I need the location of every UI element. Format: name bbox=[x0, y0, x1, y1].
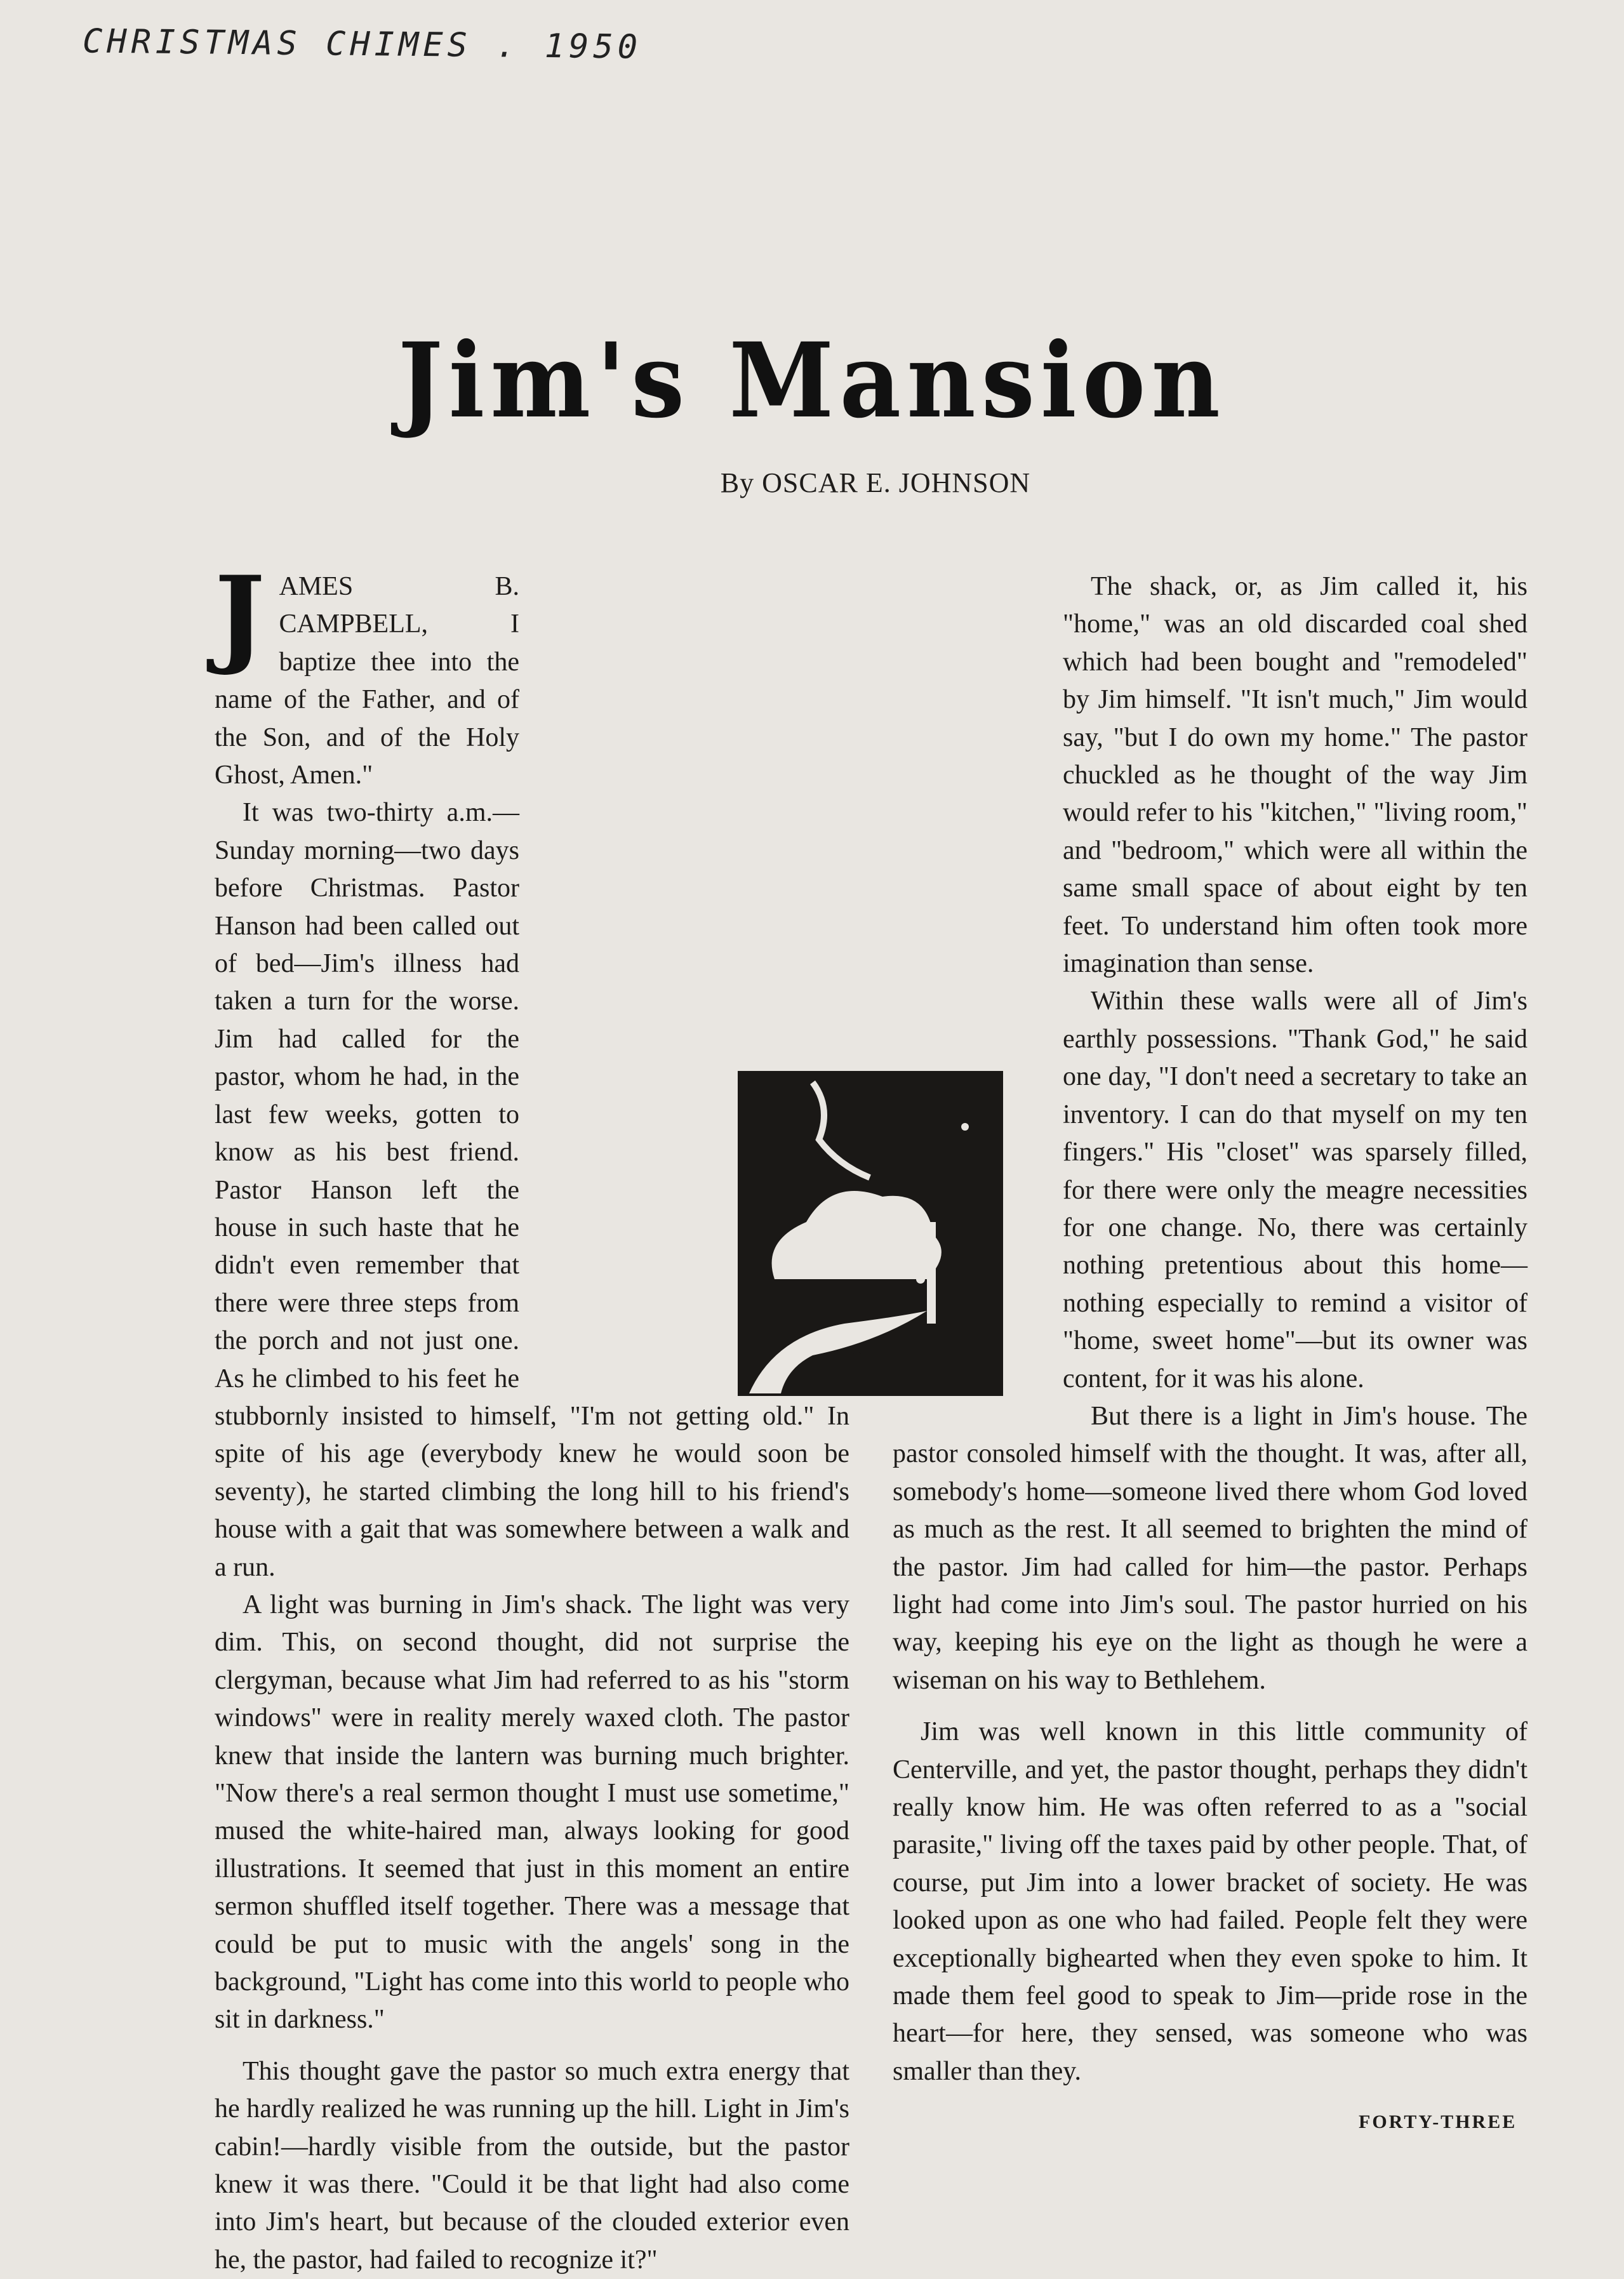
paragraph: This thought gave the pastor so much extra energy that he hardly realized he was running up the hill. Light in Jim's cabin!—hardly visible from the outside, but the pastor knew it was there. "Could it be that light had also come into Jim's heart, but because of the clouded exterior even he, the pastor, had failed to recognize it?" bbox=[215, 2056, 849, 2275]
drop-cap: J bbox=[215, 552, 265, 678]
woodcut-illustration bbox=[736, 1070, 1004, 1397]
star-light bbox=[961, 1123, 969, 1131]
handwritten-note: CHRISTMAS CHIMES . 1950 bbox=[82, 22, 642, 67]
paragraph: A light was burning in Jim's shack. The light was very dim. This, on second thought, did not surprise the clergyman, because what Jim had referred to as his "storm windows" were in reality merely waxed cloth. The pastor knew that inside the lantern was burning much brighter. "Now there's a real sermon thought I must use sometime," mused the white-haired man, always looking for good illustrations. It seemed that just in this moment an entire sermon shuffled itself together. There was a message that could be put to music with the angels' song in the background, "Light has come into this world to people who sit in darkness." bbox=[215, 1590, 849, 2035]
tree-trunk bbox=[927, 1222, 936, 1324]
paragraph: The shack, or, as Jim called it, his "home," was an old discarded coal shed which had been bought and "remodeled" by Jim himself. "It isn't much," Jim would say, "but I do own my home." The pastor chuckled as he thought of the way Jim would refer to his "kitchen," "living room," and "bedroom," which were all within the same small space of about eight by ten feet. To understand him often took more imagination than sense. bbox=[1063, 572, 1527, 979]
opening-text: AMES B. CAMPBELL, I baptize thee into the name of the Father, and of the Son, and of the Holy Ghost, Amen." bbox=[215, 572, 519, 790]
paragraph: Jim was well known in this little community of Centerville, and yet, the pastor thought, perhaps they didn't really know him. He was often referred to as a "social parasite," living off the taxes paid by other people. That, of course, put Jim into a lower bracket of society. He was looked upon as one who had failed. People felt they were exceptionally bighearted when they even spoke to him. It made them feel good to speak to Jim—pride rose in the heart—for here, they sensed, was someone who was smaller than they. bbox=[893, 1717, 1527, 2086]
page-number: FORTY-THREE bbox=[1359, 2111, 1517, 2132]
paragraph: Within these walls were all of Jim's earthly possessions. "Thank God," he said one day, "I don't need a secretary to take an inventory. I can do that myself on my ten fingers." His "closet" was sparsely filled, for there were only the meagre necessities for one change. No, there was certainly nothing pretentious about this home—nothing especially to remind a visitor of "home, sweet home"—but its owner was content, for it was his alone. bbox=[1063, 987, 1527, 1393]
left-column bbox=[215, 552, 849, 2279]
paragraph bbox=[215, 552, 849, 794]
byline: By OSCAR E. JOHNSON bbox=[720, 467, 1031, 498]
lamp-dot bbox=[853, 1352, 861, 1359]
window-light bbox=[916, 1275, 925, 1284]
article-title: Jim's Mansion bbox=[397, 321, 1227, 441]
paragraph: But there is a light in Jim's house. The pastor consoled himself with the thought. It was, after all, somebody's home—someone lived there whom God loved as much as the rest. It all seemed to brighten the mind of the pastor. Jim had called for him—the pastor. Perhaps light had come into Jim's soul. The pastor hurried on his way, keeping his eye on the light as though he were a wiseman on his way to Bethlehem. bbox=[893, 1401, 1527, 1695]
paragraph: It was two-thirty a.m.—Sunday morning—two days before Christmas. Pastor Hanson had been called out of bed—Jim's illness had taken a turn for the worse. Jim had called for the pastor, whom he had, in the last few weeks, gotten to know as his best friend. Pastor Hanson left the house in such haste that he didn't even remember that there were three steps from the porch and not just one. As he climbed to his feet he stubbornly insisted to himself, "I'm not getting old." In spite of his age (everybody knew he would soon be seventy), he started climbing the long hill to his friend's house with a gait that was somewhere between a walk and a run. bbox=[215, 798, 849, 1582]
